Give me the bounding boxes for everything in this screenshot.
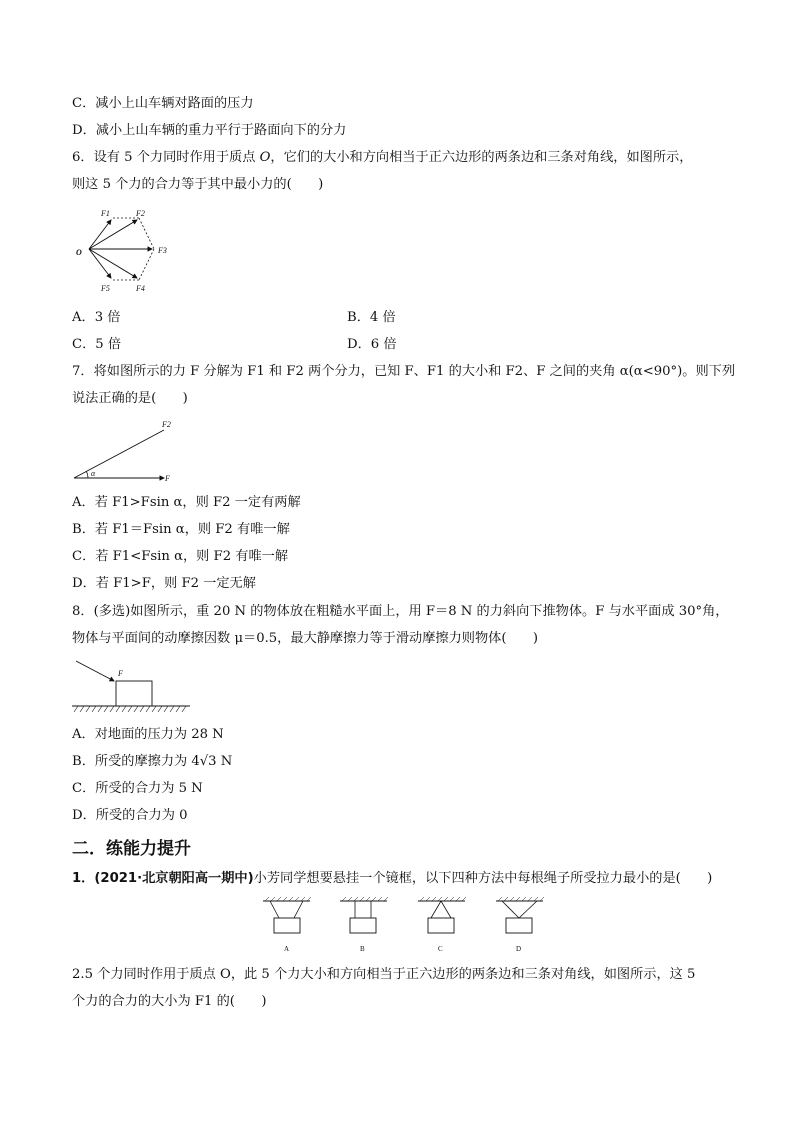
q8-option-a: A．对地面的压力为 28 N (72, 727, 224, 742)
angle-arc (86, 471, 88, 478)
f3-label: F3 (158, 246, 167, 255)
option-b-label: B (360, 945, 365, 953)
q7-option-d: D．若 F1>F，则 F2 一定无解 (72, 576, 256, 591)
push-force-arrow (76, 661, 114, 681)
f4-label: F4 (136, 284, 145, 293)
option-c-label: C (438, 945, 443, 953)
option-a-figure (263, 897, 311, 933)
q6-stem-line2: 则这 5 个力的合力等于其中最小力的( ) (72, 177, 324, 192)
f2-label: F2 (136, 209, 145, 218)
block-on-surface-figure (72, 656, 192, 716)
q8-option-b: B．所受的摩擦力为 4√3 N (72, 754, 233, 769)
p2-stem-line2: 个力的合力的大小为 F1 的( ) (72, 994, 267, 1009)
option-b-figure (340, 897, 388, 933)
q6-stem-line1: 6．设有 5 个力同时作用于质点 O，它们的大小和方向相当于正六边形的两条边和三条对角线，如图所示， (72, 150, 693, 165)
p2-stem-line1: 2.5 个力同时作用于质点 O，此 5 个力大小和方向相当于正六边形的两条边和三条对角线，如图所示，这 5 (72, 967, 696, 982)
force-arrow-f1 (89, 220, 111, 249)
option-d-figure (496, 897, 544, 933)
section-title: 二．练能力提升 (72, 839, 191, 859)
q6-option-c: C．5 倍 (72, 337, 122, 352)
force-decomposition-figure (72, 418, 192, 484)
q6-option-b: B．4 倍 (347, 310, 396, 325)
alpha-label: α (91, 469, 96, 478)
block (116, 681, 152, 706)
q6-option-a: A．3 倍 (72, 310, 121, 325)
q6-option-d: D．6 倍 (347, 337, 397, 352)
force-arrow-f2 (89, 220, 137, 249)
q8-option-d: D．所受的合力为 0 (72, 808, 188, 823)
option-a-label: A (284, 945, 290, 953)
f5-label: F5 (101, 284, 110, 293)
option-d-label: D (516, 945, 522, 953)
q7-stem-line2: 说法正确的是( ) (72, 391, 188, 406)
q7-option-b: B．若 F1＝Fsin α，则 F2 有唯一解 (72, 522, 290, 537)
f-label: F (165, 474, 170, 483)
force-f2-line (74, 430, 164, 478)
hexagon-force-figure (72, 205, 182, 295)
origin-label: O (76, 248, 82, 257)
force-arrow-f4 (89, 249, 137, 278)
force-arrow-f5 (89, 249, 111, 278)
f2-label: F2 (162, 420, 171, 429)
q7-option-a: A．若 F1>Fsin α，则 F2 一定有两解 (72, 495, 301, 510)
f-label: F (118, 669, 123, 678)
q8-option-c: C．所受的合力为 5 N (72, 781, 203, 796)
q5-option-d: D．减小上山车辆的重力平行于路面向下的分力 (72, 123, 347, 138)
p1-stem: 1．(2021·北京朝阳高一期中)小芳同学想要悬挂一个镜框，以下四种方法中每根绳子所受拉力最小的是( ) (72, 871, 713, 886)
option-c-figure (418, 897, 466, 933)
q7-option-c: C．若 F1<Fsin α，则 F2 有唯一解 (72, 549, 289, 564)
ground-hatch (74, 706, 186, 712)
q5-option-c: C．减小上山车辆对路面的压力 (72, 96, 254, 111)
q8-stem-line2: 物体与平面间的动摩擦因数 μ＝0.5，最大静摩擦力等于滑动摩擦力则物体( ) (72, 631, 539, 646)
q7-stem-line1: 7．将如图所示的力 F 分解为 F1 和 F2 两个分力，已知 F、F1 的大小和 F2、F 之间的夹角 α(α<90°)。则下列 (72, 364, 736, 379)
f1-label: F1 (101, 209, 110, 218)
q8-stem-line1: 8．(多选)如图所示，重 20 N 的物体放在粗糙水平面上，用 F＝8 N 的力斜向下推物体。F 与水平面成 30°角， (72, 604, 729, 619)
picture-frame-hanging-figure (260, 896, 560, 956)
